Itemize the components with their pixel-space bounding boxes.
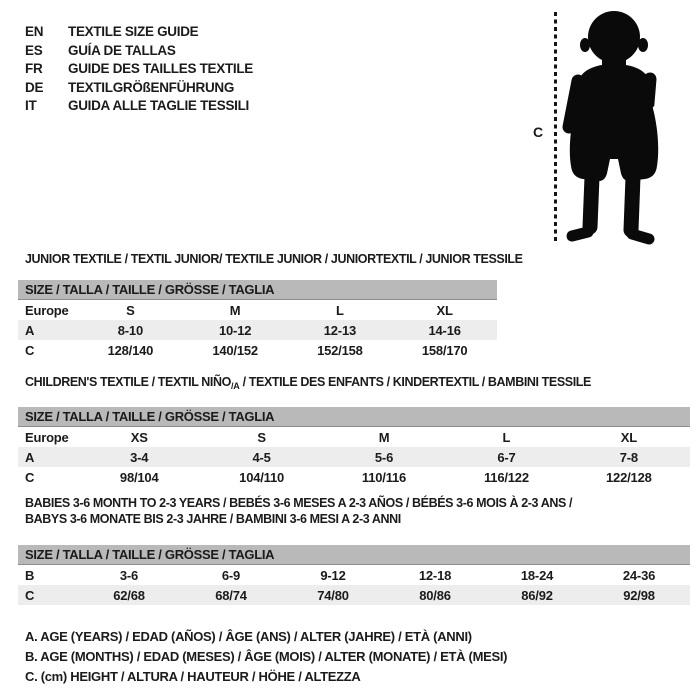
size-header-bar: SIZE / TALLA / TAILLE / GRÖSSE / TAGLIA (18, 545, 690, 565)
size-table-row (18, 447, 690, 467)
language-row (25, 42, 253, 61)
size-table-row (18, 320, 497, 340)
section-title-text: / TEXTILE DES ENFANTS / KINDERTEXTIL / BAMBINI TESSILE (239, 375, 591, 389)
language-code: IT (25, 98, 37, 113)
size-cell: 4-5 (252, 449, 271, 465)
size-cell: S (257, 429, 266, 445)
section-babies-textile (18, 495, 690, 605)
language-code: FR (25, 61, 43, 76)
size-cell: M (229, 302, 241, 318)
size-cell: 62/68 (113, 587, 145, 603)
size-cell: XS (130, 429, 148, 445)
size-cell: 6-9 (221, 567, 241, 583)
section-title-text: BABIES 3-6 MONTH TO 2-3 YEARS / BEBÉS 3-6 MESES A 2-3 AÑOS / BÉBÉS 3-6 MOIS À 2-3 ANS / (25, 496, 573, 510)
legend-line: B. AGE (MONTHS) / EDAD (MESES) / ÂGE (MOIS) / ALTER (MONATE) / ETÀ (MESI) (25, 649, 508, 664)
language-title: GUIDA ALLE TAGLIE TESSILI (68, 98, 249, 113)
size-cell: 24-36 (622, 567, 656, 583)
size-cell: 122/128 (606, 469, 652, 485)
section-title-text: CHILDREN'S TEXTILE / TEXTIL NIÑO (25, 375, 231, 389)
size-cell: 74/80 (317, 587, 349, 603)
section-childrens-textile (18, 374, 690, 487)
section-title-text: BABYS 3-6 MONATE BIS 2-3 JAHRE / BAMBINI 3-6 MESI A 2-3 ANNI (25, 512, 401, 526)
size-cell: 140/152 (212, 342, 258, 358)
babies-size-table (18, 545, 690, 605)
row-label: B (25, 567, 35, 583)
size-cell: 6-7 (497, 449, 516, 465)
size-cell: 10-12 (219, 322, 252, 338)
language-code: DE (25, 79, 44, 95)
size-cell: 68/74 (215, 587, 247, 603)
section-title-line (25, 374, 690, 394)
row-label: Europe (25, 429, 69, 445)
height-measure-dotted-line (554, 12, 557, 243)
size-cell: L (336, 302, 344, 318)
size-table-row (18, 340, 497, 360)
section-title-line (25, 251, 690, 267)
size-cell: 110/116 (361, 469, 407, 485)
section-title-line (25, 495, 690, 511)
size-table-row (18, 585, 690, 605)
size-cell: M (378, 429, 390, 445)
row-label: Europe (25, 302, 69, 318)
size-cell: 158/170 (421, 342, 468, 358)
toddler-silhouette-icon (562, 9, 666, 245)
size-table-row (18, 565, 690, 585)
size-cell: 12-18 (418, 567, 452, 583)
size-header-bar: SIZE / TALLA / TAILLE / GRÖSSE / TAGLIA (18, 407, 690, 427)
size-cell: 80/86 (419, 587, 451, 603)
section-title-text: JUNIOR TEXTILE / TEXTIL JUNIOR/ TEXTILE JUNIOR / JUNIORTEXTIL / JUNIOR TESSILE (25, 252, 523, 266)
section-junior-textile (18, 251, 690, 360)
size-cell: 12-13 (323, 322, 356, 338)
language-title: GUIDE DES TAILLES TEXTILE (68, 61, 254, 76)
language-row (25, 23, 253, 42)
language-row (25, 60, 253, 79)
size-cell: 3-6 (119, 567, 139, 583)
size-cell: XL (436, 302, 453, 318)
size-cell: XL (620, 429, 637, 445)
row-label: A (25, 449, 35, 465)
language-code: EN (25, 24, 44, 39)
section-title-text: /A (230, 381, 240, 391)
row-label: C (25, 342, 35, 358)
size-table-row (18, 427, 690, 447)
section-title-line (25, 511, 690, 527)
childrens-size-table (18, 407, 690, 487)
size-cell: 152/158 (317, 342, 363, 358)
section-title (18, 495, 690, 527)
size-cell: 92/98 (623, 587, 655, 603)
legend-notes (25, 627, 507, 687)
size-cell: 128/140 (107, 342, 154, 358)
legend-line: C. (cm) HEIGHT / ALTURA / HAUTEUR / HÖHE / ALTEZZA (25, 669, 361, 684)
size-cell: 5-6 (374, 449, 394, 465)
size-cell: 9-12 (320, 567, 346, 583)
language-title: GUÍA DE TALLAS (68, 42, 176, 58)
size-cell: 18-24 (520, 567, 554, 583)
size-cell: 98/104 (119, 469, 159, 485)
junior-size-table (18, 280, 497, 360)
row-label: C (25, 469, 35, 485)
size-table-row (18, 300, 497, 320)
size-cell: 86/92 (521, 587, 553, 603)
size-cell: 3-4 (130, 449, 149, 465)
section-title (18, 251, 690, 267)
size-cell: L (502, 429, 511, 445)
legend-line: A. AGE (YEARS) / EDAD (AÑOS) / ÂGE (ANS) / ALTER (JAHRE) / ETÀ (ANNI) (25, 629, 472, 644)
row-label: A (25, 322, 35, 338)
language-title-list (25, 23, 253, 116)
size-cell: S (126, 302, 135, 318)
size-cell: 8-10 (117, 322, 143, 338)
language-title: TEXTILE SIZE GUIDE (68, 24, 199, 39)
language-code: ES (25, 42, 43, 58)
language-row (25, 97, 253, 116)
height-measure-label: C (533, 124, 544, 140)
row-label: C (25, 587, 35, 603)
language-title: TEXTILGRÖßENFÜHRUNG (68, 79, 235, 95)
size-table-row (18, 467, 690, 487)
size-cell: 14-16 (428, 322, 461, 338)
section-title (18, 374, 690, 394)
language-row (25, 79, 253, 98)
size-header-bar: SIZE / TALLA / TAILLE / GRÖSSE / TAGLIA (18, 280, 497, 300)
size-cell: 7-8 (619, 449, 638, 465)
size-cell: 116/122 (483, 469, 529, 485)
size-cell: 104/110 (239, 469, 285, 485)
